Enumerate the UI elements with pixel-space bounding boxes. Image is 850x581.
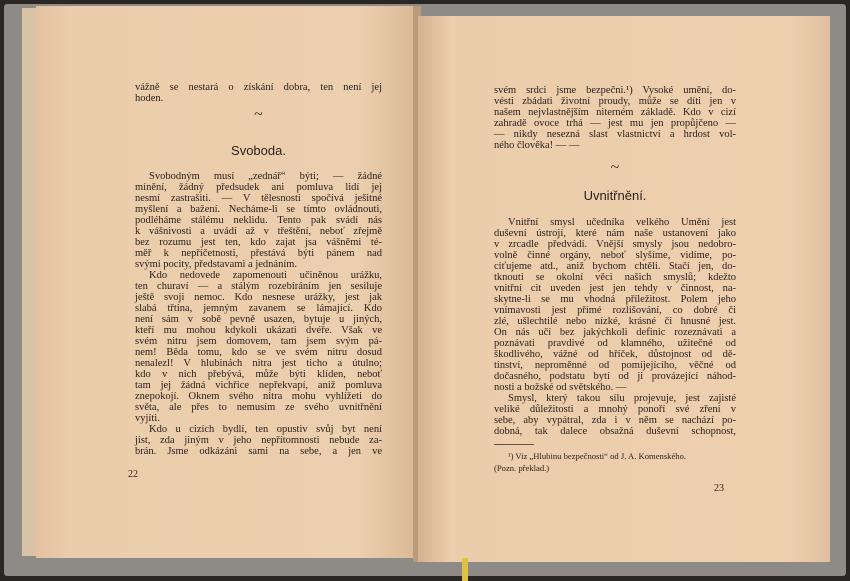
- page-number: 23: [714, 483, 724, 494]
- text-line: mínění, žádný předsudek ani pomluva lidí jej: [135, 182, 382, 193]
- text-line: On nás učí bez jakýchkoli definic rozeznávati a: [494, 327, 736, 338]
- continued-paragraph: [135, 82, 382, 104]
- text-line: nenalezl! V hlubinách nitra jest ticho a útulno;: [135, 358, 382, 369]
- text-line: svém srdci jsme bezpečni.¹) Vysoké umění, do-: [494, 85, 736, 96]
- left-top-text: [135, 82, 382, 104]
- paragraph: [135, 270, 382, 424]
- text-line: skytne-li se mu vhodná příležitost. Polem jeho: [494, 294, 736, 305]
- paragraph: [494, 217, 736, 393]
- text-line: vnímavosti jest přímé rozlišování, co dobré či: [494, 305, 736, 316]
- text-line: znepokojí. Oknem svého nitra mohu vyhlížeti do: [135, 391, 382, 402]
- ornament-divider: ~: [610, 159, 620, 176]
- footnote: [494, 450, 744, 474]
- text-line: ciťujeme atd., aniž bychom chtěli. Stačí jen, do-: [494, 261, 736, 272]
- continued-paragraph: [494, 85, 736, 151]
- text-line: tknouti se okolní věci našich smyslů; kdežto: [494, 272, 736, 283]
- text-line: Kdo u cizích bydlí, ten opustiv svůj byt není: [149, 424, 382, 435]
- text-line: Svobodným musí „zednář“ býti; — žádné: [149, 171, 382, 182]
- text-line: kdo v nich přebývá, může býti klíden, neboť: [135, 369, 382, 380]
- right-top-text: [494, 85, 736, 151]
- text-line: nem! Běda tomu, kdo se ve svém nitru dosud: [135, 347, 382, 358]
- text-line: ten churaví — a stálým rozebíráním jen sesiluje: [135, 281, 382, 292]
- text-line: ného člověka! — —: [494, 140, 580, 151]
- text-line: veliké důležitosti a mnohý ponoří své zření v: [494, 404, 736, 415]
- text-line: tam jej žádná vichřice nepřekvapí, aniž pomluva: [135, 380, 382, 391]
- text-line: škodlivého, vážné od hříček, důstojnost od dě-: [494, 349, 736, 360]
- text-line: zahradě ovoce trhá — jest mu jen propůjčeno —: [494, 118, 736, 129]
- text-line: k vášnivosti a uvádí až v třeštění, neboť zřejmě: [135, 226, 382, 237]
- text-line: jist, zda jiným v jeho nepřítomnosti nebude za-: [135, 435, 382, 446]
- left-body-text: [135, 171, 382, 457]
- text-line: měř k nepříčetnosti, přestává býti pánem nad: [135, 248, 382, 259]
- paragraph: [135, 424, 382, 457]
- text-line: vážně se nestará o získání dobra, ten není jej: [135, 82, 382, 93]
- text-line: — nikdy nesezná slast vlastnictví a hrdost vol-: [494, 129, 736, 140]
- text-line: vésti zbádati životní proudy, může se díti jen v: [494, 96, 736, 107]
- left-page: [36, 6, 416, 558]
- text-line: vnitřní cit uveden jest jen tehdy v činnost, na-: [494, 283, 736, 294]
- text-line: volně činné orgány, neboť slyšíme, vidíme, po-: [494, 250, 736, 261]
- text-line: kteří mu mohou kdykoli ukázati dvéře. Však ve: [135, 325, 382, 336]
- text-line: zlé, ušlechtilé nebo nízké, krásné či hnusné jest.: [494, 316, 736, 327]
- text-line: dočasného, podstatu bytí od ji provázející náhod-: [494, 371, 736, 382]
- right-page: [418, 16, 830, 562]
- text-line: ještě svoji nemoc. Kdo nesnese urážky, jest jak: [135, 292, 382, 303]
- text-line: dobná, tak dalece obsažná duševní schopnost,: [494, 426, 736, 437]
- right-body-text: [494, 217, 736, 437]
- text-line: světa, ale přes to nemusím ze svého uvnitřnění: [135, 402, 382, 413]
- paragraph: [494, 393, 736, 437]
- bookmark-ribbon: [462, 558, 468, 581]
- text-line: vyjíti.: [135, 413, 160, 424]
- text-line: duševní ústrojí, které nám naše ustanovení jako: [494, 228, 736, 239]
- section-heading: Svoboda.: [231, 143, 286, 158]
- ornament-divider: ~: [254, 106, 263, 123]
- text-line: Kdo nedovede zapomenouti učiněnou urážku,: [149, 270, 382, 281]
- text-line: Vnitřní smysl učedníka velkého Umění jest: [508, 217, 736, 228]
- footnote-line: (Pozn. překlad.): [494, 463, 550, 473]
- text-line: podléháme stálému neklidu. Tento pak svádí nás: [135, 215, 382, 226]
- paragraph: [135, 171, 382, 270]
- page-number: 22: [128, 469, 138, 480]
- text-line: myšlení a bažení. Necháme-li se tímto ovládnouti,: [135, 204, 382, 215]
- text-line: tinství, neproměnné od pomíjejícího, věčné od: [494, 360, 736, 371]
- text-line: bez rozumu jest ten, kdo zajat jsa vášněmi té-: [135, 237, 382, 248]
- text-line: poznávati pravdivé od klamného, užitečné od: [494, 338, 736, 349]
- text-line: nesmí zastrašiti. — V tělesnosti spočívá ješitné: [135, 193, 382, 204]
- text-line: slabá třtina, jemným zavanem se lámající. Kdo: [135, 303, 382, 314]
- text-line: svém nitru jsem domovem, tam jsem svým pá-: [135, 336, 382, 347]
- footnote-line: ¹) Viz „Hlubinu bezpečnosti“ od J. A. Komenského.: [508, 451, 687, 461]
- text-line: není sám v sobě pevně usazen, bytuje u jiných,: [135, 314, 382, 325]
- section-heading: Uvnitřnění.: [583, 188, 647, 203]
- text-line: svými pocity, představami a jednáním.: [135, 259, 298, 270]
- text-line: v zrcadle předvádí. Vnější smysly jsou nedobro-: [494, 239, 736, 250]
- text-line: sebe, aby vypátral, zda i v něm se nachází po-: [494, 415, 736, 426]
- text-line: brán. Jsme odkázáni sami na sebe, a jen ve: [135, 446, 382, 457]
- text-line: hoden.: [135, 93, 164, 104]
- text-line: Smysl, který takou sílu projevuje, jest zajisté: [508, 393, 736, 404]
- text-line: nosti a božské od světského. —: [494, 382, 627, 393]
- footnote-rule: [494, 444, 534, 445]
- text-line: našem nejvlastnějším niterném základě. Kdo v cizí: [494, 107, 736, 118]
